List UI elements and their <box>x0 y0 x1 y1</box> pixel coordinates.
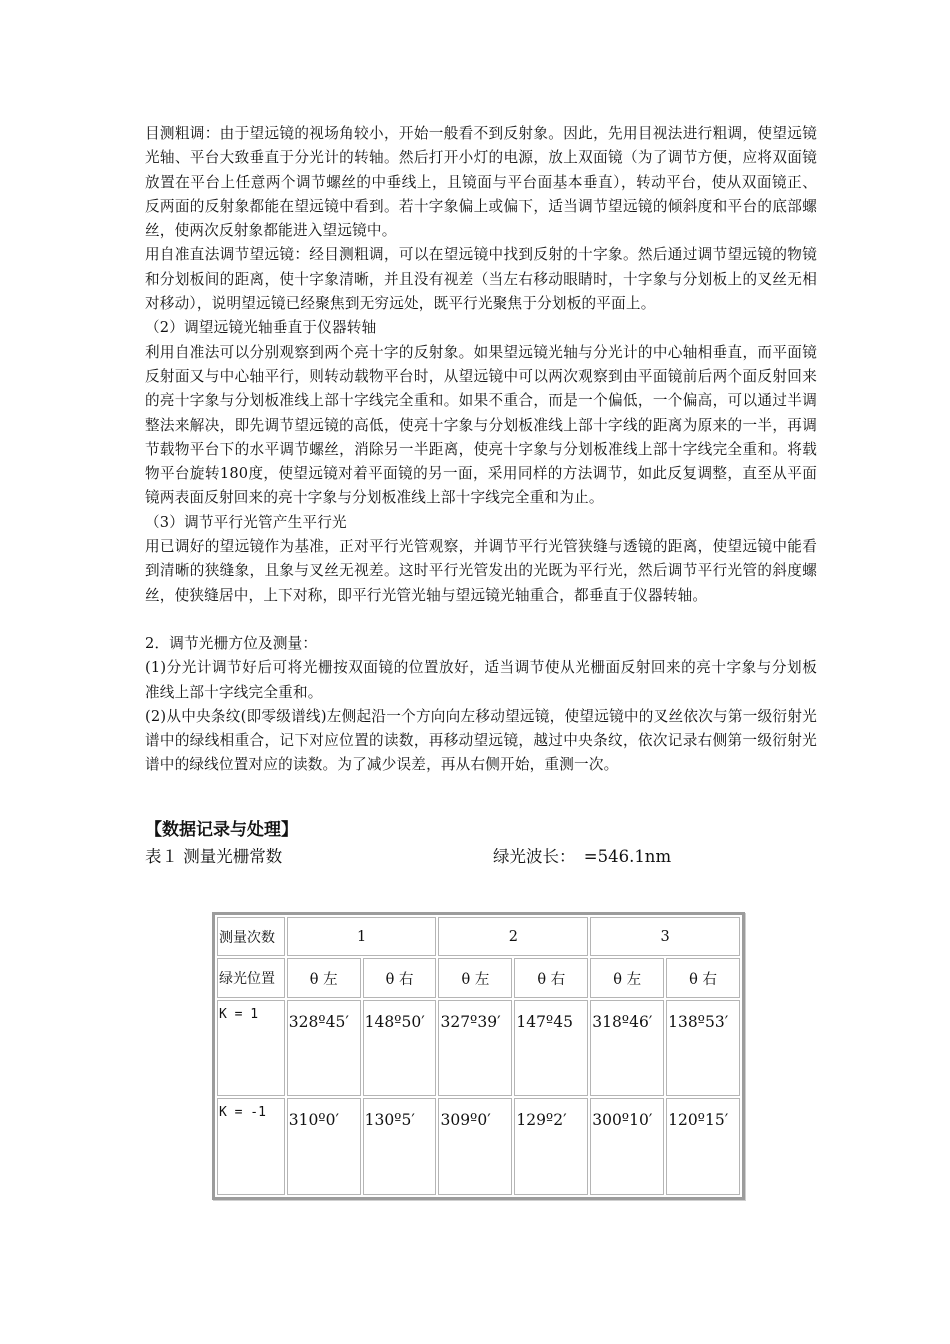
cell-km1-right-1: 130º5′ <box>363 1098 437 1195</box>
subheading-collimator: （3）调节平行光管产生平行光 <box>145 513 347 531</box>
paragraph-autocollimation: 用自准直法调节望远镜：经目测粗调，可以在望远镜中找到反射的十字象。然后通过调节望远镜的物镜和分划板间的距离，使十字象清晰，并且没有视差（当左右移动眼睛时，十字象与分划板上的叉丝无相对移动），说明望远镜已经聚焦到无穷远处，既平行光聚焦于分划板的平面上。 <box>145 246 817 313</box>
subheading-axis-perpendicular: （2）调望远镜光轴垂直于仪器转轴 <box>145 319 377 337</box>
grating-measurement-table <box>215 915 742 1197</box>
cell-km1-right-3: 120º15′ <box>666 1098 740 1195</box>
table-caption-row <box>145 842 817 872</box>
section-title: 【数据记录与处理】 <box>145 819 298 840</box>
sub-header-right-1: θ 右 <box>363 958 437 997</box>
cell-k1-left-3: 318º46′ <box>590 1000 664 1097</box>
paragraph-axis-perpendicular: 利用自准法可以分别观察到两个亮十字的反射象。如果望远镜光轴与分光计的中心轴相垂直，而平面镜反射面又与中心轴平行，则转动载物平台时，从望远镜中可以两次观察到由平面镜前后两个面反射回来的亮十字象与分划板准线上部十字线完全重和。如果不重合，而是一个偏低，一个偏高，可以通过半调整法来解决，即先调节望远镜的高低，使亮十字象与分划板准线上部十字线的距离为原来的一半，再调节载物平台下的水平调节螺丝，消除另一半距离，使亮十字象与分划板准线上部十字线完全重和。将载物平台旋转180度，使望远镜对着平面镜的另一面，采用同样的方法调节，如此反复调整，直至从平面镜两表面反射回来的亮十字象与分划板准线上部十字线完全重和为止。 <box>145 343 817 507</box>
group-header-3: 3 <box>590 917 740 956</box>
table-row <box>217 917 740 956</box>
table-caption: 表１ 测量光栅常数 <box>145 846 283 866</box>
group-header-2: 2 <box>438 917 588 956</box>
cell-k1-right-2: 147º45 <box>514 1000 588 1097</box>
cell-km1-left-3: 300º10′ <box>590 1098 664 1195</box>
sub-header-left-3: θ 左 <box>590 958 664 997</box>
data-table-frame <box>212 912 745 1200</box>
sub-header-left-2: θ 左 <box>438 958 512 997</box>
row-label-k-minus-1: K = -1 <box>217 1098 285 1195</box>
table-row <box>217 958 740 997</box>
table-row <box>217 1098 740 1195</box>
row-header-count: 测量次数 <box>217 917 285 956</box>
paragraph-grating-step-1: (1)分光计调节好后可将光栅按双面镜的位置放好，适当调节使从光栅面反射回来的亮十字象与分划板准线上部十字线完全重和。 <box>145 659 817 701</box>
row-label-k1: K = 1 <box>217 1000 285 1097</box>
table-row <box>217 1000 740 1097</box>
heading-grating-adjust: 2．调节光栅方位及测量： <box>145 634 318 652</box>
cell-k1-right-1: 148º50′ <box>363 1000 437 1097</box>
cell-km1-left-1: 310º0′ <box>287 1098 361 1195</box>
group-header-1: 1 <box>287 917 437 956</box>
wavelength-label: 绿光波长： =546.1nm <box>493 846 672 866</box>
sub-header-right-2: θ 右 <box>514 958 588 997</box>
row-header-position: 绿光位置 <box>217 958 285 997</box>
cell-km1-right-2: 129º2′ <box>514 1098 588 1195</box>
cell-km1-left-2: 309º0′ <box>438 1098 512 1195</box>
cell-k1-right-3: 138º53′ <box>666 1000 740 1097</box>
cell-k1-left-2: 327º39′ <box>438 1000 512 1097</box>
paragraph-coarse-adjust: 目测粗调：由于望远镜的视场角较小，开始一般看不到反射象。因此，先用目视法进行粗调，使望远镜光轴、平台大致垂直于分光计的转轴。然后打开小灯的电源，放上双面镜（为了调节方便，应将双面镜放置在平台上任意两个调节螺丝的中垂线上，且镜面与平台面基本垂直），转动平台，使从双面镜正、反两面的反射象都能在望远镜中看到。若十字象偏上或偏下，适当调节望远镜的倾斜度和平台的底部螺丝，使两次反射象都能进入望远镜中。 <box>145 125 817 240</box>
cell-k1-left-1: 328º45′ <box>287 1000 361 1097</box>
paragraph-collimator: 用已调好的望远镜作为基准，正对平行光管观察，并调节平行光管狭缝与透镜的距离，使望远镜中能看到清晰的狭缝象，且象与叉丝无视差。这时平行光管发出的光既为平行光，然后调节平行光管的斜度螺丝，使狭缝居中，上下对称，即平行光管光轴与望远镜光轴重合，都垂直于仪器转轴。 <box>145 538 817 604</box>
document-body <box>145 122 817 872</box>
sub-header-left-1: θ 左 <box>287 958 361 997</box>
paragraph-grating-step-2: (2)从中央条纹(即零级谱线)左侧起沿一个方向向左移动望远镜，使望远镜中的叉丝依次与第一级衍射光谱中的绿线相重合，记下对应位置的读数，再移动望远镜，越过中央条纹，依次记录右侧第一级衍射光谱中的绿线位置对应的读数。为了减少误差，再从右侧开始，重测一次。 <box>145 707 817 774</box>
sub-header-right-3: θ 右 <box>666 958 740 997</box>
